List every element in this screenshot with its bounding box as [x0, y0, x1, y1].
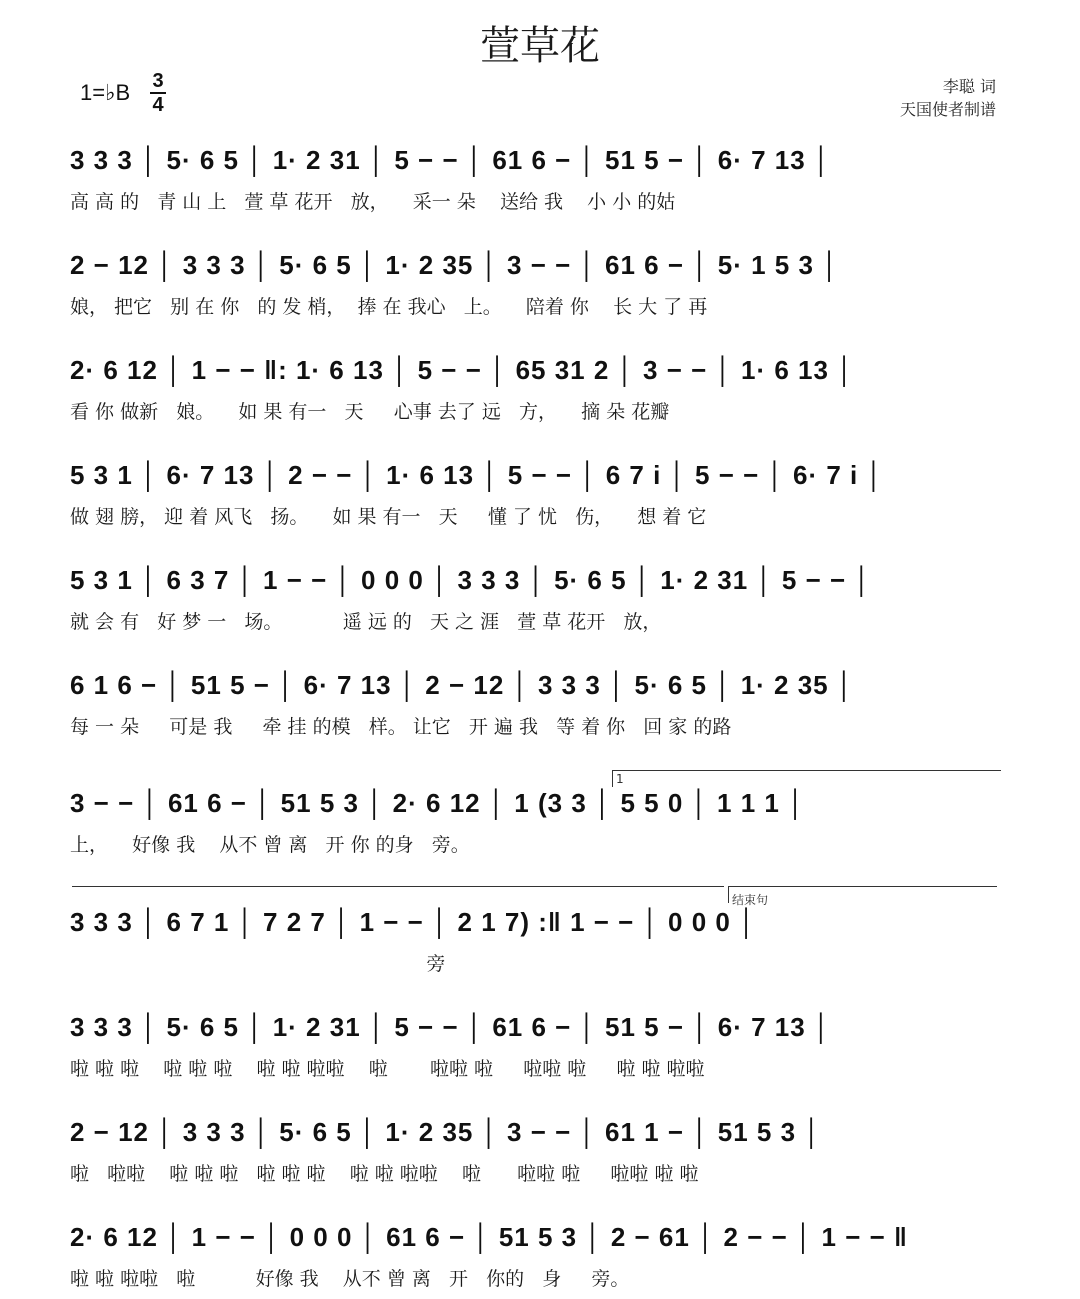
score-system-5	[70, 558, 1010, 642]
score-system-6	[70, 663, 1010, 747]
lyrics-line: 就 会 有 好 梦 一 场。 遥 远 的 天 之 涯 萱 草 花开 放，	[70, 611, 662, 633]
notation-line: 3 3 3 │ 5· 6 5 │ 1· 2 31 │ 5 − − │ 61 6 − │ 51 5 − │ 6· 7 13 │	[70, 1012, 832, 1042]
time-signature	[148, 70, 168, 116]
key-signature: 1=♭B	[80, 80, 131, 105]
score-system-7	[70, 781, 1010, 865]
notation-line: 3 − − │ 61 6 − │ 51 5 3 │ 2· 6 12 │ 1 (3 3 │ 5 5 0 │ 1 1 1 │	[70, 788, 806, 818]
time-signature-bottom: 4	[152, 94, 164, 116]
score-system-10	[70, 1110, 1010, 1194]
notation-line: 3 3 3 │ 6 7 1 │ 7 2 7 │ 1 − − │ 2 1 7) :‖ 1 − − │ 0 0 0 │	[70, 907, 757, 937]
notation-line: 5 3 1 │ 6· 7 13 │ 2 − − │ 1· 6 13 │ 5 − − │ 6 7 i │ 5 − − │ 6· 7 i │	[70, 460, 884, 490]
notation-line: 2 − 12 │ 3 3 3 │ 5· 6 5 │ 1· 2 35 │ 3 − − │ 61 1 − │ 51 5 3 │	[70, 1117, 822, 1147]
notation-line: 2 − 12 │ 3 3 3 │ 5· 6 5 │ 1· 2 35 │ 3 − − │ 61 6 − │ 5· 1 5 3 │	[70, 250, 840, 280]
notation-line: 6 1 6 − │ 51 5 − │ 6· 7 13 │ 2 − 12 │ 3 3 3 │ 5· 6 5 │ 1· 2 35 │	[70, 670, 855, 700]
song-title: 萱草花	[480, 23, 600, 69]
lyrics-line: 啦 啦 啦 啦 啦 啦 啦 啦 啦啦 啦 啦啦 啦 啦啦 啦 啦 啦 啦啦	[70, 1058, 705, 1080]
lyrics-line: 做 翅 膀， 迎 着 风飞 扬。 如 果 有一 天 懂 了 忧 伤， 想 着 它	[70, 506, 707, 528]
score-system-2	[70, 243, 1010, 327]
lyrics-line: 高 高 的 青 山 上 萱 草 花开 放， 采一 朵 送给 我 小 小 的姑	[70, 191, 676, 213]
notation-line: 2· 6 12 │ 1 − − │ 0 0 0 │ 61 6 − │ 51 5 3 │ 2 − 61 │ 2 − − │ 1 − − ‖	[70, 1222, 908, 1252]
lyrics-line: 娘， 把它 别 在 你 的 发 梢， 捧 在 我心 上。 陪着 你 长 大 了 再	[70, 296, 708, 318]
lyrics-line: 啦 啦啦 啦 啦 啦 啦 啦 啦 啦 啦 啦啦 啦 啦啦 啦 啦啦 啦 啦	[70, 1163, 699, 1185]
score-system-11	[70, 1215, 1010, 1299]
notation-line: 5 3 1 │ 6 3 7 │ 1 − − │ 0 0 0 │ 3 3 3 │ 5· 6 5 │ 1· 2 31 │ 5 − − │	[70, 565, 872, 595]
volta-label-1: 1	[616, 772, 624, 786]
transcriber-credit: 天国使者制谱	[899, 100, 996, 119]
score-system-1	[70, 138, 1010, 222]
volta-label-ending: 结束句	[732, 893, 769, 907]
score-system-4	[70, 453, 1010, 537]
lyrics-line: 看 你 做新 娘。 如 果 有一 天 心事 去了 远 方， 摘 朵 花瓣	[70, 401, 670, 423]
lyrics-line: 每 一 朵 可是 我 牵 挂 的模 样。 让它 开 遍 我 等 着 你 回 家 的路	[70, 716, 732, 738]
lyrics-line: 上， 好像 我 从不 曾 离 开 你 的身 旁。	[70, 834, 470, 856]
notation-line: 3 3 3 │ 5· 6 5 │ 1· 2 31 │ 5 − − │ 61 6 − │ 51 5 − │ 6· 7 13 │	[70, 145, 832, 175]
time-signature-top: 3	[152, 70, 164, 92]
lyrics-line: 旁	[70, 953, 446, 975]
volta-continuation-line	[72, 886, 724, 887]
lyricist-credit: 李聪 词	[942, 77, 996, 96]
score-system-9	[70, 1005, 1010, 1089]
score-system-3	[70, 348, 1010, 432]
notation-line: 2· 6 12 │ 1 − − ‖: 1· 6 13 │ 5 − − │ 65 31 2 │ 3 − − │ 1· 6 13 │	[70, 355, 855, 385]
lyrics-line: 啦 啦 啦啦 啦 好像 我 从不 曾 离 开 你的 身 旁。	[70, 1268, 630, 1290]
score-system-8	[70, 900, 1010, 984]
